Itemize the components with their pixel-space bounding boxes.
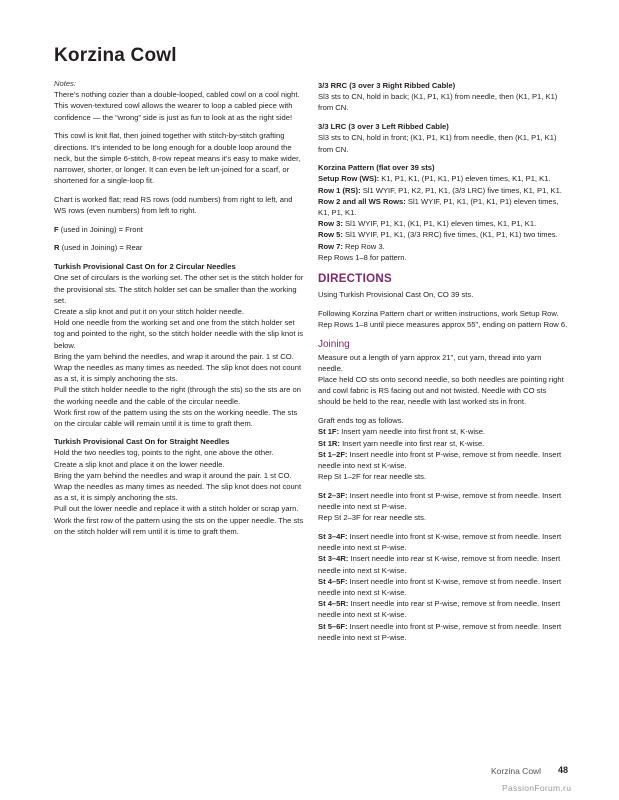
rrc-text: Sl3 sts to CN, hold in back; (K1, P1, K1) from needle, then (K1, P1, K1) from CN. <box>318 92 558 113</box>
graft-step <box>318 438 568 449</box>
circ-step: Hold one needle from the working set and one from the stitch holder set tog and pointed to the right, so the stitch holder needle with the slip knot is below. <box>54 318 304 350</box>
circular-cast-on-steps <box>54 272 304 429</box>
circ-step: Bring the yarn behind the needles, and wrap it around the pair. 1 st CO. <box>54 351 294 361</box>
straight-cast-on-heading: Turkish Provisional Cast On for Straight Needles <box>54 437 230 447</box>
rep-rows-line: Rep Rows 1–8 for pattern. <box>318 252 407 262</box>
notes-label: Notes: <box>54 79 76 88</box>
circular-cast-on-heading: Turkish Provisional Cast On for 2 Circular Needles <box>54 262 236 272</box>
chart-note-paragraph: Chart is worked flat; read RS rows (odd numbers) from right to left, and WS rows (even numbers) from left to right. <box>54 194 293 216</box>
circ-step: Wrap the needles as many times as needed. The slip knot does not count as a st, it is simply anchoring the sts. <box>54 362 302 384</box>
straight-step: Hold the two needles tog, points to the right, one above the other. <box>54 448 274 458</box>
pattern-row-text: Rep Row 3. <box>342 241 385 251</box>
graft-step-label: St 1–2F: <box>318 449 348 459</box>
graft-step-text: Insert needle into rear st K-wise, remove st from needle. Insert needle into next st K-wise. <box>318 554 561 575</box>
footer-title: Korzina Cowl <box>491 766 542 776</box>
rear-key-text: (used in Joining) = Rear <box>59 243 143 253</box>
graft-step-label: St 4–5R: <box>318 599 349 609</box>
graft-step <box>318 598 568 620</box>
pattern-rows <box>318 173 568 263</box>
pattern-row <box>318 185 568 196</box>
straight-step: Pull out the lower needle and replace it with a stitch holder or scrap yarn. <box>54 504 299 514</box>
pattern-row-label: Row 5: <box>318 230 343 240</box>
front-key-line <box>54 224 304 235</box>
pattern-row-text: Sl1 WYIF, P1, K1, (P1, K1, P1) eleven times, K1, P1, K1. <box>318 196 559 218</box>
pattern-heading: Korzina Pattern (flat over 39 sts) <box>318 163 435 173</box>
pattern-row <box>318 173 568 184</box>
pattern-row-label: Setup Row (WS): <box>318 174 380 184</box>
graft-step-label: St 3–4F: <box>318 532 348 541</box>
pattern-row-text: Sl1 WYIF, P1, K2, P1, K1, (3/3 LRC) five times, K1, P1, K1. <box>360 185 562 195</box>
knit-flat-paragraph: This cowl is knit flat, then joined together with stitch-by-stitch grafting directions. It’s intended to be long enough for a double loop around the neck, but the simple 6-stitch, 8-row repeat means it’s easy to make wider, narrower, shorter, or longer. It can even be left un-joined for a scarf, or shortened for a single-loop fit. <box>54 131 301 186</box>
pattern-row-label: Row 7: <box>318 241 343 251</box>
graft-group-1 <box>318 426 568 482</box>
graft-step <box>318 449 568 471</box>
graft-group-3 <box>318 531 568 643</box>
rrc-heading: 3/3 RRC (3 over 3 Right Ribbed Cable) <box>318 81 456 90</box>
graft-step-text: Insert needle into rear st P-wise, remove st from needle. Insert needle into next st K-wise. <box>318 599 561 620</box>
graft-step-text: Insert needle into front st P-wise, remove st from needle. Insert needle into next st K-wise. <box>318 449 562 470</box>
straight-step: Work the first row of the pattern using the sts on the upper needle. The sts on the stitch holder will rem until it is time to graft them. <box>54 515 304 536</box>
intro-paragraph: There’s nothing cozier than a double-looped, cabled cowl on a cool night. This woven-textured cowl allows the wearer to loop a cabled piece with confidence — the “wrong” side is just as fun to look at as the right side! <box>54 90 300 122</box>
pattern-row <box>318 196 568 218</box>
graft-step-label: St 1R: <box>318 438 340 448</box>
rear-key: R <box>54 243 60 253</box>
directions-heading: DIRECTIONS <box>318 273 392 286</box>
lrc-text: Sl3 sts to CN, hold in front; (K1, P1, K1) from needle, then (K1, P1, K1) from CN. <box>318 133 557 154</box>
straight-step: Wrap the needles as many times as needed. The slip knot does not count as a st, it is simply anchoring the sts. <box>54 482 302 503</box>
straight-step: Create a slip knot and place it on the lower needle. <box>54 459 225 469</box>
pattern-row-text: Sl1 WYIF, P1, K1, (3/3 RRC) five times, (K1, P1, K1) two times. <box>342 230 558 240</box>
pattern-row-label: Row 1 (RS): <box>318 185 361 195</box>
circ-step: One set of circulars is the working set. The other set is the stitch holder for the provisional sts. The stitch holder set can be smaller than the working set. <box>54 273 304 305</box>
straight-step: Bring the yarn behind the needles and wrap it around the pair. 1 st CO. <box>54 470 292 480</box>
page-number: 48 <box>558 765 569 775</box>
graft-step-text: Insert needle into front st P-wise, remove st from needle. Insert needle into next st P-wise. <box>318 621 562 642</box>
graft-step-label: St 5–6F: <box>318 621 348 631</box>
pattern-row-text: K1, P1, K1, (P1, K1, P1) eleven times, K1, P1, K1. <box>379 174 551 184</box>
joining-step: Measure out a length of yarn approx 21", cut yarn, thread into yarn needle. <box>318 352 542 373</box>
graft-step <box>318 621 568 643</box>
pattern-row <box>318 218 568 229</box>
joining-step: Place held CO sts onto second needle, so both needles are pointing right and cowl fabric is RS facing out and not twisted. Needle with CO sts should be held to the rear, needle with last worked sts in front. <box>318 375 564 407</box>
graft-step-text: Insert needle into front st K-wise, remove st from needle. Insert needle into next st K-wise. <box>318 576 562 598</box>
graft-step-text: Insert yarn needle into first rear st, K-wise. <box>339 438 485 448</box>
graft-step <box>318 490 568 512</box>
pattern-row-label: Row 2 and all WS Rows: <box>318 196 406 206</box>
repeat-until: Rep Rows 1–8 until piece measures approx 55", ending on pattern Row 6. <box>318 319 568 329</box>
watermark: PassionForum.ru <box>502 783 572 793</box>
straight-cast-on-steps <box>54 447 304 537</box>
graft-step-text: Insert yarn needle into first front st, K-wise. <box>339 427 486 437</box>
pattern-row <box>318 241 568 252</box>
directions-cast-on: Using Turkish Provisional Cast On, CO 39 sts. <box>318 290 474 300</box>
graft-step-label: St 2–3F: <box>318 490 348 500</box>
front-key-text: (used in Joining) = Front <box>58 224 143 234</box>
front-key: F <box>54 224 59 234</box>
page-title: Korzina Cowl <box>54 45 177 66</box>
joining-heading: Joining <box>318 338 350 350</box>
graft-repeat: Rep St 2–3F for rear needle sts. <box>318 513 427 523</box>
circ-step: Work first row of the pattern using the sts on the working needle. The sts on the circular cable will remain until it is time to graft them. <box>54 407 298 428</box>
graft-step-text: Insert needle into front st P-wise, remove st from needle. Insert needle into next st P-wise. <box>318 490 562 512</box>
circ-step: Pull the stitch holder needle to the right (through the sts) so the sts are on the working needle and the cable of the circular needle. <box>54 385 301 406</box>
graft-step-label: St 1F: <box>318 427 340 437</box>
pattern-row-label: Row 3: <box>318 219 343 229</box>
follow-pattern: Following Korzina Pattern chart or written instructions, work Setup Row. <box>318 308 559 318</box>
circ-step: Create a slip knot and put it on your stitch holder needle. <box>54 306 244 316</box>
lrc-heading: 3/3 LRC (3 over 3 Left Ribbed Cable) <box>318 122 449 132</box>
right-column <box>318 80 568 651</box>
graft-step-label: St 3–4R: <box>318 554 349 564</box>
graft-step-text: Insert needle into front st K-wise, remove st from needle. Insert needle into next st P-wise. <box>318 532 562 553</box>
graft-group-2 <box>318 490 568 524</box>
graft-step <box>318 426 568 437</box>
pattern-row <box>318 229 568 240</box>
graft-step <box>318 553 568 575</box>
graft-step <box>318 531 568 553</box>
graft-intro: Graft ends tog as follows. <box>318 416 404 426</box>
graft-step <box>318 576 568 598</box>
joining-steps <box>318 352 568 408</box>
graft-repeat: Rep St 1–2F for rear needle sts. <box>318 472 427 482</box>
pattern-row-text: Sl1 WYIF, P1, K1, (K1, P1, K1) eleven times, K1, P1, K1. <box>342 219 537 229</box>
rear-key-line <box>54 242 304 253</box>
graft-step-label: St 4–5F: <box>318 576 348 586</box>
left-column <box>54 78 304 545</box>
